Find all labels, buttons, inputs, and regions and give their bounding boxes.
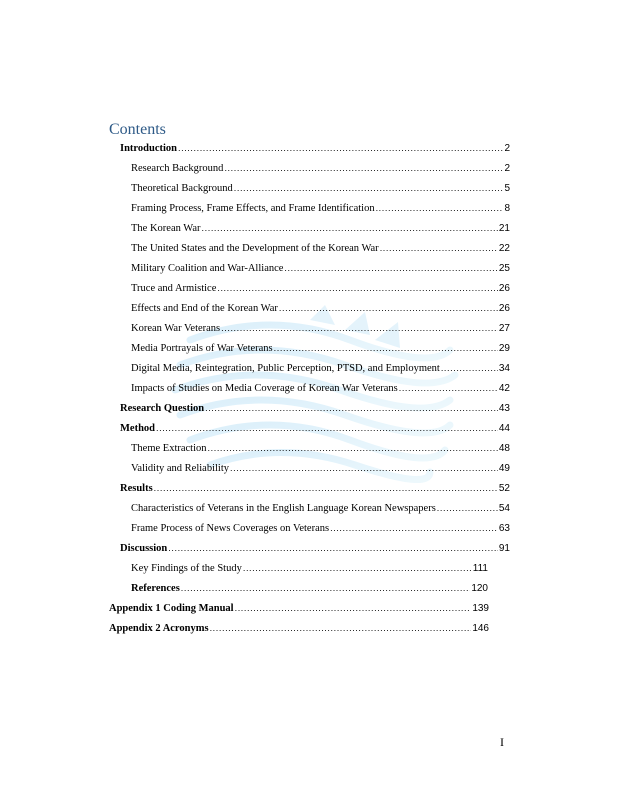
toc-label: The Korean War bbox=[131, 223, 201, 234]
toc-page: 91 bbox=[498, 543, 510, 554]
toc-label: Effects and End of the Korean War bbox=[131, 303, 278, 314]
toc-page: 111 bbox=[472, 563, 488, 574]
page-number: I bbox=[500, 735, 504, 749]
toc-page: 63 bbox=[498, 523, 510, 534]
toc-entry-korean-war[interactable] bbox=[131, 221, 510, 235]
toc-label: Characteristics of Veterans in the English Language Korean Newspapers bbox=[131, 503, 436, 514]
contents-title: Contents bbox=[109, 121, 166, 138]
toc-entry-characteristics-veterans[interactable] bbox=[131, 501, 510, 515]
toc-page: 27 bbox=[498, 323, 510, 334]
toc-entry-research-background[interactable] bbox=[131, 161, 510, 175]
toc-label: References bbox=[131, 583, 180, 594]
toc-entry-references[interactable] bbox=[131, 581, 488, 595]
toc-label: Frame Process of News Coverages on Veterans bbox=[131, 523, 330, 534]
toc-leader bbox=[178, 141, 503, 155]
toc-page: 26 bbox=[498, 283, 510, 294]
toc-label: The United States and the Development of the Korean War bbox=[131, 243, 379, 254]
toc-entry-us-development[interactable] bbox=[131, 241, 510, 255]
toc-leader bbox=[224, 161, 503, 175]
toc-leader bbox=[208, 441, 498, 455]
toc-leader bbox=[376, 201, 504, 215]
toc-entry-effects-end[interactable] bbox=[131, 301, 510, 315]
toc-label: Korean War Veterans bbox=[131, 323, 221, 334]
toc-page: 44 bbox=[498, 423, 510, 434]
toc-label: Validity and Reliability bbox=[131, 463, 229, 474]
toc-label: Results bbox=[120, 483, 153, 494]
toc-leader bbox=[234, 181, 504, 195]
toc-label: Key Findings of the Study bbox=[131, 563, 242, 574]
toc-leader bbox=[279, 301, 498, 315]
toc-entry-media-portrayals[interactable] bbox=[131, 341, 510, 355]
toc-entry-military-coalition[interactable] bbox=[131, 261, 510, 275]
toc-label: Military Coalition and War-Alliance bbox=[131, 263, 284, 274]
toc-entry-truce-armistice[interactable] bbox=[131, 281, 510, 295]
toc-entry-key-findings[interactable] bbox=[131, 561, 488, 575]
toc-leader bbox=[441, 361, 498, 375]
toc-page: 48 bbox=[498, 443, 510, 454]
toc-leader bbox=[284, 261, 497, 275]
toc-entry-results[interactable] bbox=[120, 481, 510, 495]
toc-entry-digital-media[interactable] bbox=[131, 361, 510, 375]
toc-page: 34 bbox=[498, 363, 510, 374]
toc-entry-impacts-of-studies[interactable] bbox=[131, 381, 510, 395]
toc-leader bbox=[330, 521, 498, 535]
toc-page: 2 bbox=[504, 143, 510, 154]
toc-entry-validity-reliability[interactable] bbox=[131, 461, 510, 475]
toc-label: Theme Extraction bbox=[131, 443, 207, 454]
toc-page: 22 bbox=[498, 243, 510, 254]
toc-leader bbox=[217, 281, 498, 295]
toc-entry-introduction[interactable] bbox=[120, 141, 510, 155]
toc-entry-appendix-1[interactable] bbox=[109, 601, 489, 615]
toc-entry-research-question[interactable] bbox=[120, 401, 510, 415]
toc-page: 2 bbox=[504, 163, 510, 174]
toc-leader bbox=[243, 561, 472, 575]
toc-entry-method[interactable] bbox=[120, 421, 510, 435]
toc-page: 42 bbox=[498, 383, 510, 394]
toc-page: 120 bbox=[471, 583, 488, 594]
toc-leader bbox=[154, 481, 498, 495]
toc-label: Appendix 2 Acronyms bbox=[109, 623, 209, 634]
toc-page: 29 bbox=[498, 343, 510, 354]
toc-leader bbox=[181, 581, 471, 595]
toc-page: 146 bbox=[472, 623, 489, 634]
toc-label: Introduction bbox=[120, 143, 177, 154]
toc-label: Truce and Armistice bbox=[131, 283, 217, 294]
toc-page: 25 bbox=[498, 263, 510, 274]
toc-leader bbox=[210, 621, 472, 635]
toc-label: Digital Media, Reintegration, Public Perception, PTSD, and Employment bbox=[131, 363, 440, 374]
toc-leader bbox=[221, 321, 498, 335]
toc-page: 43 bbox=[498, 403, 510, 414]
toc-entry-frame-process-news[interactable] bbox=[131, 521, 510, 535]
toc-label: Theoretical Background bbox=[131, 183, 233, 194]
toc-entry-theme-extraction[interactable] bbox=[131, 441, 510, 455]
toc-leader bbox=[274, 341, 498, 355]
toc-page: 52 bbox=[498, 483, 510, 494]
toc-leader bbox=[230, 461, 498, 475]
toc-leader bbox=[156, 421, 498, 435]
toc-leader bbox=[205, 401, 498, 415]
toc-label: Research Question bbox=[120, 403, 205, 414]
toc-page: 8 bbox=[504, 203, 510, 214]
toc-leader bbox=[202, 221, 498, 235]
toc-leader bbox=[380, 241, 498, 255]
toc-page: 5 bbox=[504, 183, 510, 194]
toc-page: 139 bbox=[472, 603, 489, 614]
toc-page: 26 bbox=[498, 303, 510, 314]
toc-entry-theoretical-background[interactable] bbox=[131, 181, 510, 195]
toc-entry-discussion[interactable] bbox=[120, 541, 510, 555]
toc-label: Appendix 1 Coding Manual bbox=[109, 603, 234, 614]
toc-entry-korean-war-veterans[interactable] bbox=[131, 321, 510, 335]
toc-entry-framing-process[interactable] bbox=[131, 201, 510, 215]
toc-leader bbox=[235, 601, 472, 615]
toc-entry-appendix-2[interactable] bbox=[109, 621, 489, 635]
toc-label: Method bbox=[120, 423, 155, 434]
toc-leader bbox=[399, 381, 498, 395]
toc-page: 54 bbox=[498, 503, 510, 514]
toc-label: Research Background bbox=[131, 163, 224, 174]
toc-leader bbox=[168, 541, 498, 555]
toc-label: Impacts of Studies on Media Coverage of Korean War Veterans bbox=[131, 383, 398, 394]
toc-page: 21 bbox=[498, 223, 510, 234]
toc-label: Media Portrayals of War Veterans bbox=[131, 343, 273, 354]
toc-page: 49 bbox=[498, 463, 510, 474]
toc-label: Discussion bbox=[120, 543, 168, 554]
toc-leader bbox=[437, 501, 498, 515]
toc-label: Framing Process, Frame Effects, and Frame Identification bbox=[131, 203, 375, 214]
